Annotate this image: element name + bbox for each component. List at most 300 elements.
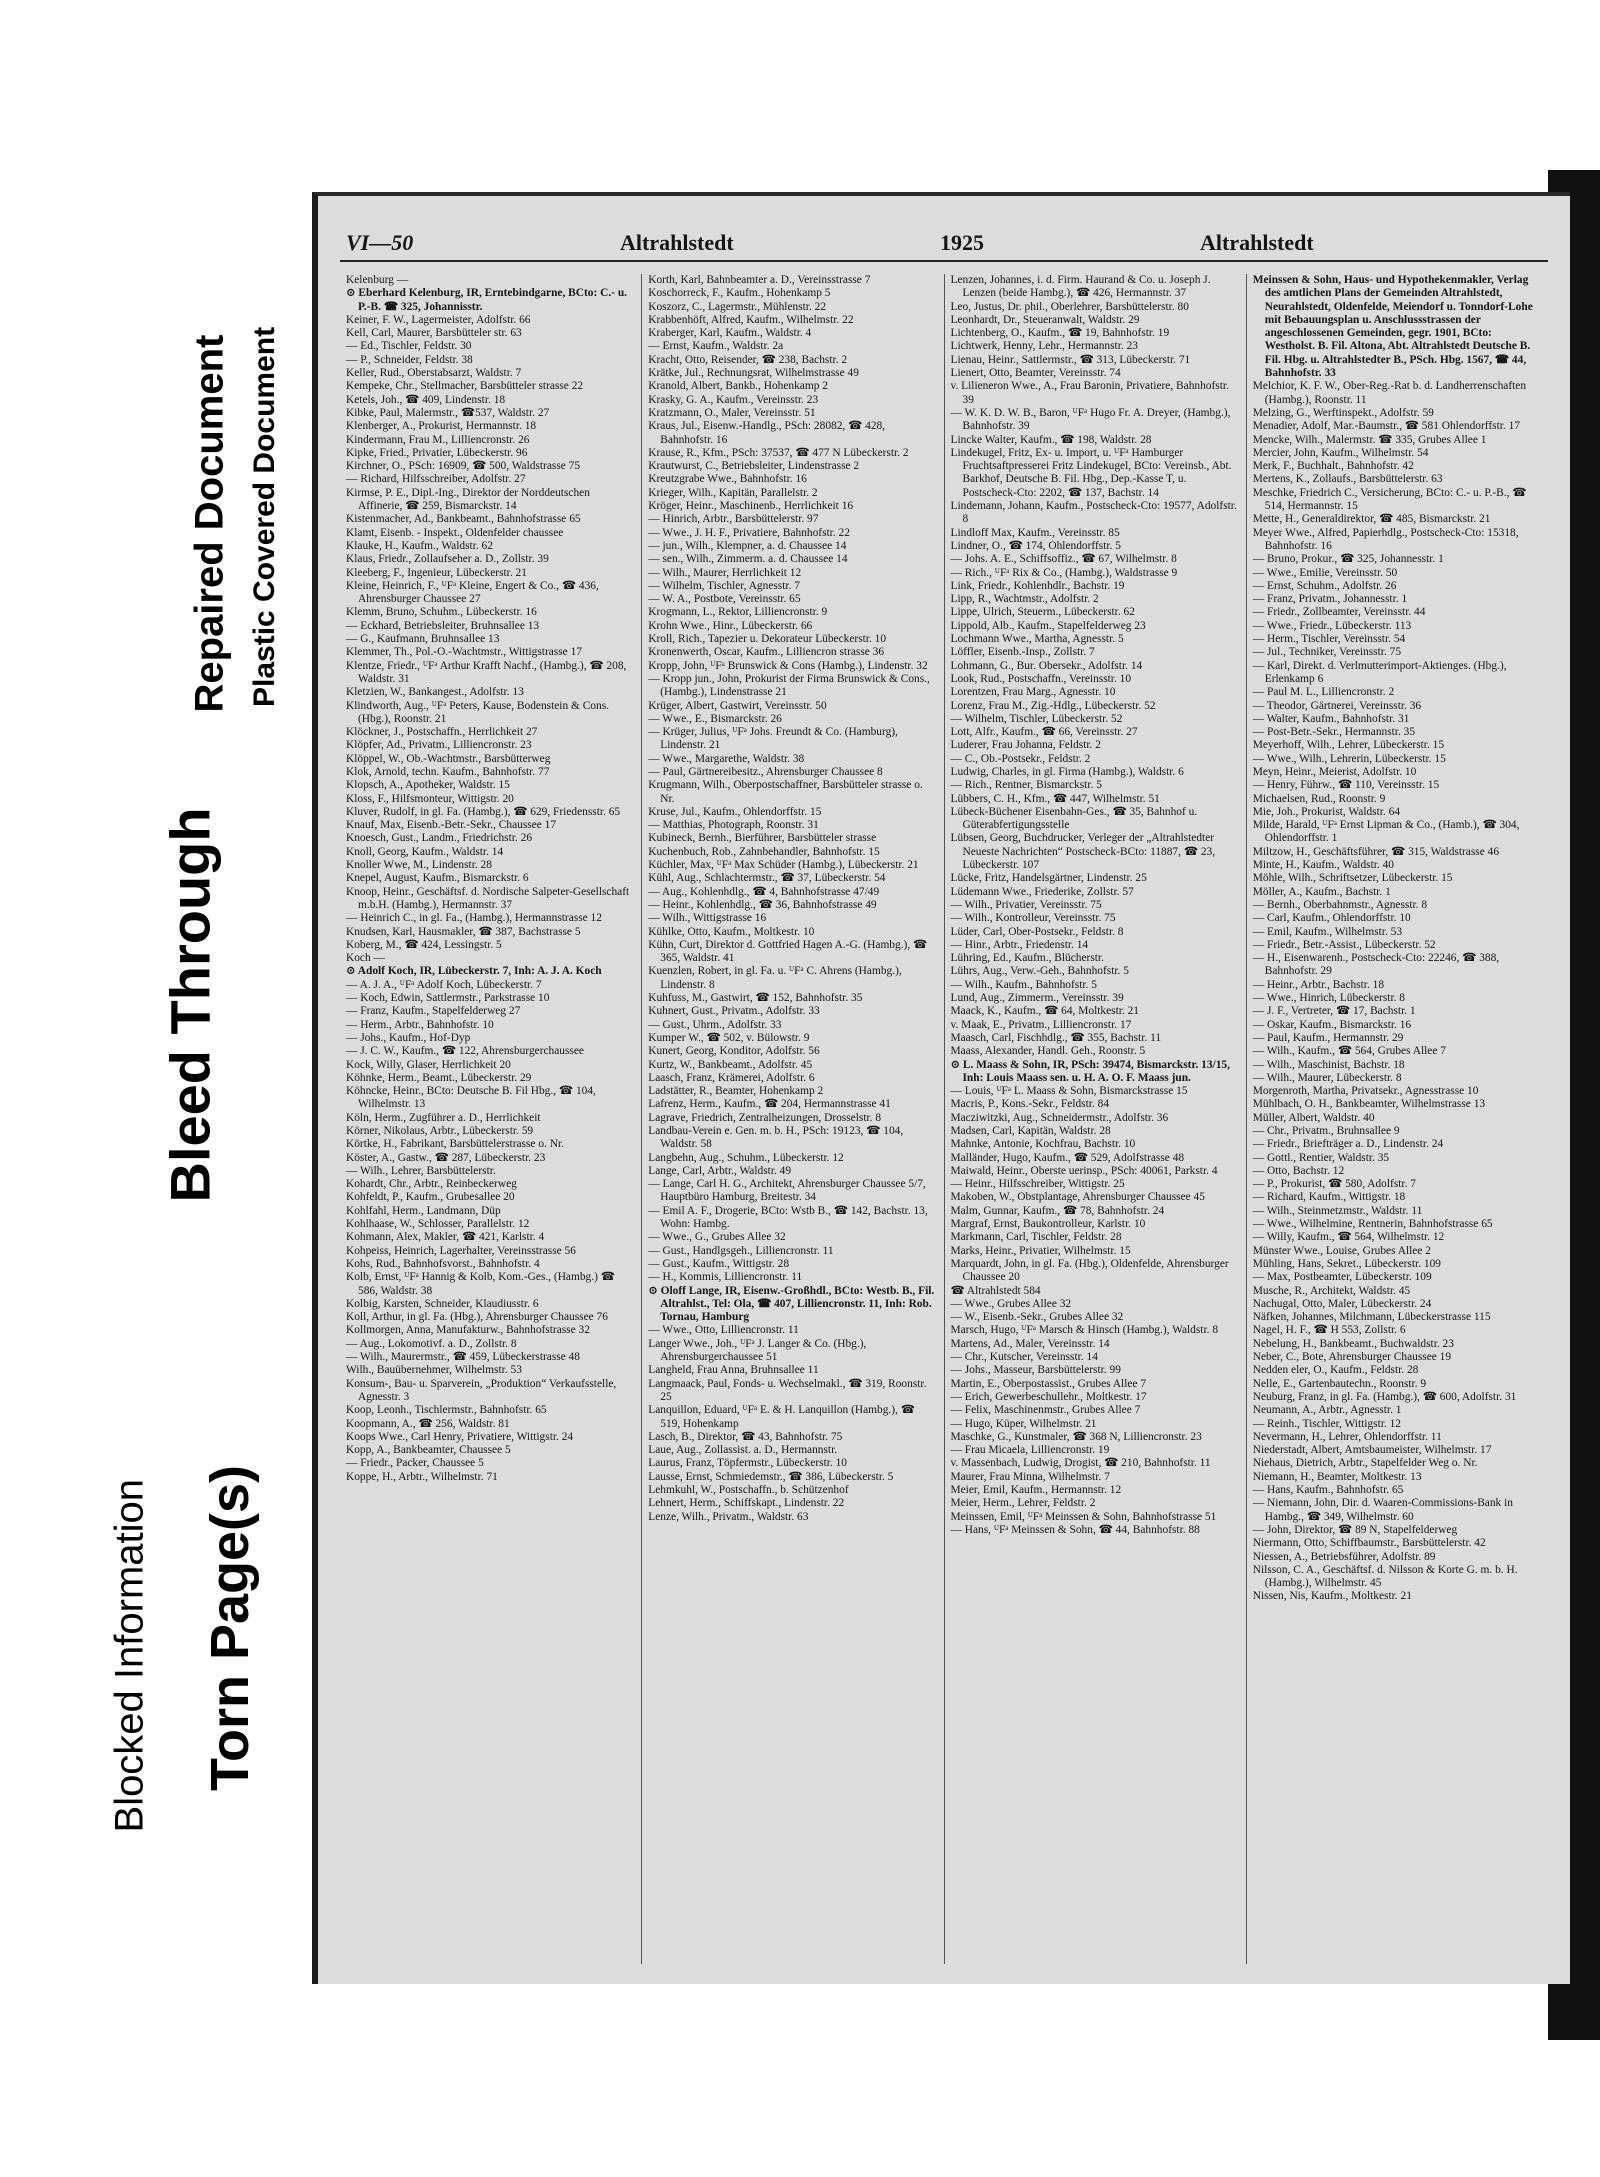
directory-entry: Nelle, E., Gartenbautechn., Roonstr. 9 bbox=[1252, 1377, 1427, 1390]
directory-entry: Kühlke, Otto, Kaufm., Moltkestr. 10 bbox=[648, 925, 815, 938]
directory-entry: Luderer, Frau Johanna, Feldstr. 2 bbox=[950, 739, 1101, 752]
directory-entry: — Wilh., Privatier, Vereinsstr. 75 bbox=[950, 898, 1102, 911]
directory-entry: Näfken, Johannes, Milchmann, Lübeckerstrasse 115 bbox=[1252, 1311, 1491, 1324]
directory-entry: Koch — bbox=[346, 952, 385, 965]
directory-entry: Lochmann Wwe., Martha, Agnesstr. 5 bbox=[950, 633, 1124, 646]
directory-entry: Koll, Arthur, in gl. Fa. (Hbg.), Ahrensburger Chaussee 76 bbox=[346, 1311, 608, 1324]
directory-entry: — Ed., Tischler, Feldstr. 30 bbox=[346, 340, 472, 353]
directory-entry: — J. F., Vertreter, ☎ 17, Bachstr. 1 bbox=[1252, 1005, 1416, 1018]
directory-entry: Nachugal, Otto, Maler, Lübeckerstr. 24 bbox=[1252, 1297, 1432, 1310]
directory-entry: — Felix, Maschinenmstr., Grubes Allee 7 bbox=[950, 1404, 1141, 1417]
directory-entry: Kohmann, Alex, Makler, ☎ 421, Karlstr. 4 bbox=[346, 1231, 545, 1244]
directory-entry: Kumper W., ☎ 502, v. Bülowstr. 9 bbox=[648, 1031, 810, 1044]
directory-entry: — Karl, Direkt. d. Verlmutterimport-Aktienges. (Hbg.), Erlenkamp 6 bbox=[1252, 659, 1507, 685]
directory-entry: Kibke, Paul, Malermstr., ☎537, Waldstr. 27 bbox=[346, 406, 550, 419]
directory-entry: — Carl, Kaufm., Ohlendorffstr. 10 bbox=[1252, 912, 1411, 925]
directory-entry: Morgenroth, Martha, Privatsekr., Agnesstrasse 10 bbox=[1252, 1085, 1479, 1098]
directory-entry: — Hinr., Arbtr., Friedenstr. 14 bbox=[950, 938, 1089, 951]
directory-entry: — Emil A. F., Drogerie, BCto: Wstb B., ☎ 142, Bachstr. 13, Wohn: Hambg. bbox=[648, 1204, 928, 1231]
directory-entry: Kranold, Albert, Bankb., Hohenkamp 2 bbox=[648, 380, 828, 393]
directory-entry: Kletzien, W., Bankangest., Adolfstr. 13 bbox=[346, 686, 524, 699]
directory-entry: Lindloff Max, Kaufm., Vereinsstr. 85 bbox=[950, 526, 1120, 539]
directory-entry: Kuhnert, Gust., Privatm., Adolfstr. 33 bbox=[648, 1005, 820, 1018]
directory-entry: Menadier, Adolf, Mar.-Baumstr., ☎ 581 Ohlendorffstr. 17 bbox=[1252, 420, 1520, 433]
directory-entry: Meyer Wwe., Alfred, Papierhdlg., Postscheck-Cto: 15318, Bahnhofstr. 16 bbox=[1252, 526, 1519, 552]
directory-entry: — Chr., Privatm., Bruhnsallee 9 bbox=[1252, 1125, 1400, 1137]
directory-entry: Neumann, A., Arbtr., Agnesstr. 1 bbox=[1252, 1404, 1402, 1417]
directory-entry: — Friedr., Betr.-Assist., Lübeckerstr. 52 bbox=[1252, 938, 1436, 951]
directory-entry: — Reinh., Tischler, Wittigstr. 12 bbox=[1252, 1417, 1401, 1430]
directory-entry: — Franz, Kaufm., Stapelfelderweg 27 bbox=[346, 1005, 521, 1018]
directory-entry: Münster Wwe., Louise, Grubes Allee 2 bbox=[1252, 1244, 1431, 1257]
directory-entry: — Bruno, Prokur., ☎ 325, Johannesstr. 1 bbox=[1252, 553, 1444, 566]
directory-entry: Link, Friedr., Kohlenhdlr., Bachstr. 19 bbox=[950, 579, 1125, 592]
directory-entry: Klemm, Bruno, Schuhm., Lübeckerstr. 16 bbox=[346, 606, 537, 619]
header-title-left: Altrahlstedt bbox=[620, 230, 734, 255]
directory-entry: Lindner, O., ☎ 174, Ohlendorffstr. 5 bbox=[950, 539, 1121, 552]
directory-entry: — Richard, Kaufm., Wittigstr. 18 bbox=[1252, 1191, 1406, 1204]
directory-entry: Kurtz, W., Bankbeamt., Adolfstr. 45 bbox=[648, 1058, 813, 1071]
directory-entry: Krogmann, L., Rektor, Lilliencronstr. 9 bbox=[648, 606, 828, 619]
directory-entry: — Heinrich C., in gl. Fa., (Hambg.), Hermannstrasse 12 bbox=[346, 912, 602, 925]
directory-entry: — Wwe., J. H. F., Privatiere, Bahnhofstr. 22 bbox=[648, 526, 850, 539]
directory-entry: Lienau, Heinr., Sattlermstr., ☎ 313, Lübeckerstr. 71 bbox=[950, 353, 1191, 366]
directory-entry: Neuburg, Franz, in gl. Fa. (Hambg.), ☎ 600, Adolfstr. 31 bbox=[1252, 1390, 1517, 1403]
directory-entry: Macziwitzki, Aug., Schneidermstr., Adolfstr. 36 bbox=[950, 1111, 1169, 1124]
directory-entry: Krätke, Jul., Rechnungsrat, Wilhelmstrasse 49 bbox=[648, 367, 859, 380]
directory-entry: — Krüger, Julius, ᵁFᵃ Johs. Freundt & Co. (Hamburg), Lindenstr. 21 bbox=[648, 726, 898, 752]
directory-entry: Lichtwerk, Henny, Lehr., Hermannstr. 23 bbox=[950, 340, 1138, 353]
directory-entry: Kolbig, Karsten, Schneider, Klaudiusstr. 6 bbox=[346, 1297, 539, 1310]
directory-entry: Niessen, A., Betriebsführer, Adolfstr. 89 bbox=[1252, 1550, 1436, 1563]
directory-entry: — Herm., Tischler, Vereinsstr. 54 bbox=[1252, 633, 1406, 646]
directory-entry: Langmaack, Paul, Fonds- u. Wechselmakl., ☎ 319, Roonstr. 25 bbox=[648, 1377, 927, 1403]
directory-entry: v. Maak, E., Privatm., Lilliencronstr. 17 bbox=[950, 1018, 1132, 1031]
directory-entry: Kleine, Heinrich, F., ᵁFᵃ Kleine, Engert & Co., ☎ 436, Ahrensburger Chaussee 27 bbox=[346, 579, 599, 606]
directory-entry: Köhnke, Herm., Beamt., Lübeckerstr. 29 bbox=[346, 1071, 532, 1084]
directory-entry: Mühling, Hans, Sekret., Lübeckerstr. 109 bbox=[1252, 1257, 1441, 1270]
directory-entry: — Friedr., Briefträger a. D., Lindenstr. 24 bbox=[1252, 1138, 1444, 1151]
directory-entry: Lund, Aug., Zimmerm., Vereinsstr. 39 bbox=[950, 992, 1124, 1005]
directory-entry: Marquardt, John, in gl. Fa. (Hbg.), Oldenfelde, Ahrensburger Chaussee 20 bbox=[950, 1257, 1229, 1284]
directory-entry: — Paul M. L., Lilliencronstr. 2 bbox=[1252, 686, 1395, 699]
directory-entry: — Friedr., Zollbeamter, Vereinsstr. 44 bbox=[1252, 606, 1426, 619]
directory-entry: Lott, Alfr., Kaufm., ☎ 66, Vereinsstr. 27 bbox=[950, 726, 1138, 739]
directory-entry: Kronenwerth, Oscar, Kaufm., Lilliencron strasse 36 bbox=[648, 646, 885, 659]
directory-entry: — Wwe., Margarethe, Waldstr. 38 bbox=[648, 752, 805, 765]
directory-entry: Niederstadt, Albert, Amtsbaumeister, Wilhelmstr. 17 bbox=[1252, 1444, 1492, 1457]
column-4 bbox=[1247, 274, 1548, 1964]
directory-entry: — Johs., Masseur, Barsbüttelerstr. 99 bbox=[950, 1364, 1121, 1377]
label-repaired-document: Repaired Document bbox=[187, 334, 232, 713]
directory-entry: Nilsson, C. A., Geschäftsf. d. Nilsson & Korte G. m. b. H. (Hambg.), Wilhelmstr. 45 bbox=[1252, 1563, 1518, 1590]
directory-entry: — Aug., Lokomotivf. a. D., Zollstr. 8 bbox=[346, 1337, 517, 1350]
directory-entry: — Hinrich, Arbtr., Barsbüttelerstr. 97 bbox=[648, 513, 819, 526]
directory-entry: — Wilh., Steinmetzmstr., Waldstr. 11 bbox=[1252, 1204, 1423, 1217]
directory-entry: Makoben, W., Obstplantage, Ahrensburger Chaussee 45 bbox=[950, 1191, 1205, 1204]
directory-entry: Koopmann, A., ☎ 256, Waldstr. 81 bbox=[346, 1417, 510, 1430]
scan-border-top bbox=[240, 0, 1600, 60]
directory-entry: Lienert, Otto, Beamter, Vereinsstr. 74 bbox=[950, 367, 1121, 380]
directory-entry: Krüger, Albert, Gastwirt, Vereinsstr. 50 bbox=[648, 699, 827, 712]
directory-entry: Kohs, Rud., Bahnhofsvorst., Bahnhofstr. 4 bbox=[346, 1257, 540, 1270]
directory-entry: Kubineck, Bernh., Bierführer, Barsbütteler strasse bbox=[648, 832, 877, 845]
directory-entry: — Franz, Privatm., Johannesstr. 1 bbox=[1252, 593, 1408, 606]
directory-entry: Kohfeldt, P., Kaufm., Grubesallee 20 bbox=[346, 1191, 515, 1204]
directory-entry: Laasch, Franz, Krämerei, Adolfstr. 6 bbox=[648, 1071, 815, 1084]
directory-entry: — Wwe., G., Grubes Allee 32 bbox=[648, 1231, 786, 1244]
directory-entry: Madsen, Carl, Kapitän, Waldstr. 28 bbox=[950, 1125, 1111, 1137]
directory-entry: — Oskar, Kaufm., Bismarckstr. 16 bbox=[1252, 1018, 1412, 1031]
directory-entry: — Chr., Kutscher, Vereinsstr. 14 bbox=[950, 1351, 1098, 1364]
directory-entry: — Willy, Kaufm., ☎ 564, Wilhelmstr. 12 bbox=[1252, 1231, 1445, 1244]
directory-entry: Leonhardt, Dr., Steueranwalt, Waldstr. 29 bbox=[950, 313, 1140, 326]
directory-entry: Langbehn, Aug., Schuhm., Lübeckerstr. 12 bbox=[648, 1151, 844, 1164]
directory-entry: Kropp, John, ᵁFᵃ Brunswick & Cons (Hambg.), Lindenstr. 32 bbox=[648, 659, 928, 672]
label-torn-pages: Torn Page(s) bbox=[200, 1464, 260, 1791]
directory-entry: Musche, R., Architekt, Waldstr. 45 bbox=[1252, 1284, 1411, 1297]
directory-entry: — Herm., Arbtr., Bahnhofstr. 10 bbox=[346, 1018, 494, 1031]
directory-entry: Mertens, K., Zollaufs., Barsbüttelerstr. 63 bbox=[1252, 473, 1443, 486]
directory-entry: Margraf, Ernst, Baukontrolleur, Karlstr. 10 bbox=[950, 1218, 1146, 1231]
directory-entry: Kistenmacher, Ad., Bankbeamt., Bahnhofstrasse 65 bbox=[346, 513, 581, 526]
directory-entry: — Rich., Rentner, Bismarckstr. 5 bbox=[950, 779, 1102, 792]
directory-entry: Knoop, Heinr., Geschäftsf. d. Nordische Salpeter-Gesellschaft m.b.H. (Hambg.), Hermannstr. 37 bbox=[346, 885, 630, 911]
directory-entry: Kolb, Ernst, ᵁFᵃ Hannig & Kolb, Kom.-Ges., (Hambg.) ☎ 586, Waldstr. 38 bbox=[346, 1271, 615, 1297]
directory-entry: Kohpeiss, Heinrich, Lagerhalter, Vereinsstrasse 56 bbox=[346, 1244, 576, 1257]
directory-entry: — Wilh., Maurer, Herrlichkeit 12 bbox=[648, 566, 802, 579]
directory-entry: Koberg, M., ☎ 424, Lessingstr. 5 bbox=[346, 938, 502, 951]
directory-entry: — Gottl., Rentier, Waldstr. 35 bbox=[1252, 1151, 1390, 1164]
directory-entry: Langer Wwe., Joh., ᵁFᵃ J. Langer & Co. (Hbg.), Ahrensburgerchaussee 51 bbox=[648, 1337, 867, 1364]
directory-entry: Lübeck-Büchener Eisenbahn-Ges., ☎ 35, Bahnhof u. Güterabfertigungsstelle bbox=[950, 805, 1198, 832]
directory-entry: — Wwe., Hinrich, Lübeckerstr. 8 bbox=[1252, 992, 1406, 1005]
directory-entry: Kraberger, Karl, Kaufm., Waldstr. 4 bbox=[648, 327, 812, 340]
directory-entry: — Paul, Kaufm., Hermannstr. 29 bbox=[1252, 1031, 1404, 1044]
directory-entry: — Johs. A. E., Schiffsoffiz., ☎ 67, Wilhelmstr. 8 bbox=[950, 553, 1177, 566]
directory-entry: — Frau Micaela, Lilliencronstr. 19 bbox=[950, 1444, 1110, 1457]
directory-entry: ☎ Altrahlstedt 584 bbox=[950, 1284, 1041, 1297]
directory-entry: Mahnke, Antonie, Kochfrau, Bachstr. 10 bbox=[950, 1138, 1136, 1151]
directory-entry: — Walter, Kaufm., Bahnhofstr. 31 bbox=[1252, 712, 1410, 725]
directory-entry: Lenze, Wilh., Privatm., Waldstr. 63 bbox=[648, 1510, 809, 1523]
directory-entry: Lüdemann Wwe., Friederike, Zollstr. 57 bbox=[950, 885, 1134, 898]
column-2 bbox=[642, 274, 944, 1964]
directory-entry: v. Lilieneron Wwe., A., Frau Baronin, Privatiere, Bahnhofstr. 39 bbox=[950, 380, 1229, 406]
directory-entry: — Louis, ᵁFᵃ L. Maass & Sohn, Bismarckstrasse 15 bbox=[950, 1085, 1188, 1098]
directory-entry: — sen., Wilh., Zimmerm. a. d. Chaussee 14 bbox=[648, 553, 848, 566]
directory-entry: Klemmer, Th., Pol.-O.-Wachtmstr., Wittigstrasse 17 bbox=[346, 646, 582, 659]
directory-entry: — Hugo, Küper, Wilhelmstr. 21 bbox=[950, 1417, 1097, 1430]
directory-entry: — Wilh., Kaufm., ☎ 564, Grubes Allee 7 bbox=[1252, 1045, 1446, 1058]
directory-entry: Klöppel, W., Ob.-Wachtmstr., Barsbütterweg bbox=[346, 752, 551, 765]
directory-entry: Kreutzgrabe Wwe., Bahnhofstr. 16 bbox=[648, 473, 807, 486]
directory-entry: — Wwe., Emilie, Vereinsstr. 50 bbox=[1252, 566, 1398, 579]
directory-entry: Klopsch, A., Apotheker, Waldstr. 15 bbox=[346, 779, 510, 792]
directory-entry: Neber, C., Bote, Ahrensburger Chaussee 19 bbox=[1252, 1351, 1452, 1364]
directory-entry: Kroll, Rich., Tapezier u. Dekorateur Lübeckerstr. 10 bbox=[648, 633, 887, 646]
directory-entry: Krasky, G. A., Kaufm., Vereinsstr. 23 bbox=[648, 393, 819, 406]
directory-entry: Möhle, Wilh., Schriftsetzer, Lübeckerstr. 15 bbox=[1252, 872, 1453, 885]
directory-entry: Minte, H., Kaufm., Waldstr. 40 bbox=[1252, 859, 1394, 872]
directory-entry: Malländer, Hugo, Kaufm., ☎ 529, Adolfstrasse 48 bbox=[950, 1151, 1185, 1164]
directory-columns bbox=[340, 274, 1548, 1964]
directory-entry: Krugmann, Wilh., Oberpostschaffner, Barsbütteler strasse o. Nr. bbox=[648, 779, 923, 805]
directory-entry: — Gust., Kaufm., Wittigstr. 28 bbox=[648, 1257, 790, 1270]
directory-entry: Melchior, K. F. W., Ober-Reg.-Rat b. d. Landherrenschaften (Hambg.), Roonstr. 11 bbox=[1252, 380, 1527, 406]
directory-entry: Klöckner, J., Postschaffn., Herrlichkeit 27 bbox=[346, 726, 538, 739]
directory-entry: Meschke, Friedrich C., Versicherung, BCto: C.- u. P.-B., ☎ 514, Hermannstr. 15 bbox=[1252, 486, 1527, 513]
directory-entry: Klenberger, A., Prokurist, Hermannstr. 18 bbox=[346, 420, 537, 433]
directory-entry: Lippold, Alb., Kaufm., Stapelfelderweg 23 bbox=[950, 619, 1146, 632]
directory-entry: Ladstätter, R., Beamter, Hohenkamp 2 bbox=[648, 1085, 824, 1098]
directory-entry: — Wilh., Wittigstrasse 16 bbox=[648, 912, 767, 925]
directory-entry: Merk, F., Buchhalt., Bahnhofstr. 42 bbox=[1252, 460, 1414, 473]
directory-entry: Krohn Wwe., Hinr., Lübeckerstr. 66 bbox=[648, 619, 813, 632]
directory-entry: — W., Eisenb.-Sekr., Grubes Allee 32 bbox=[950, 1311, 1124, 1324]
directory-entry: Lipp, R., Wachtmstr., Adolfstr. 2 bbox=[950, 593, 1099, 606]
directory-entry: Mercier, John, Kaufm., Wilhelmstr. 54 bbox=[1252, 446, 1429, 459]
directory-entry: — Wwe., Friedr., Lübeckerstr. 113 bbox=[1252, 619, 1412, 632]
directory-entry: — J. C. W., Kaufm., ☎ 122, Ahrensburgerchaussee bbox=[346, 1045, 584, 1058]
directory-entry: — Wwe., Grubes Allee 32 bbox=[950, 1297, 1072, 1310]
directory-entry: Langheld, Frau Anna, Bruhnsallee 11 bbox=[648, 1364, 819, 1377]
directory-entry: Koszorz, C., Lagermstr., Mühlenstr. 22 bbox=[648, 300, 827, 313]
label-bleed-through: Bleed Through bbox=[158, 807, 222, 1203]
directory-entry: — Henry, Führw., ☎ 110, Vereinsstr. 15 bbox=[1252, 779, 1440, 792]
directory-entry: Martens, Ad., Maler, Vereinsstr. 14 bbox=[950, 1337, 1110, 1350]
directory-entry: Kunert, Georg, Konditor, Adolfstr. 56 bbox=[648, 1045, 820, 1058]
directory-entry: — Aug., Kohlenhdlg., ☎ 4, Bahnhofstrasse 47/49 bbox=[648, 885, 880, 898]
directory-entry: — Wwe., Wilhelmine, Rentnerin, Bahnhofstrasse 65 bbox=[1252, 1218, 1493, 1231]
directory-entry: — W. K. D. W. B., Baron, ᵁFᵃ Hugo Fr. A. Dreyer, (Hambg.), Bahnhofstr. 39 bbox=[950, 406, 1231, 433]
directory-entry: Maasch, Carl, Fischhdlg., ☎ 355, Bachstr. 11 bbox=[950, 1031, 1162, 1044]
directory-entry: Lorentzen, Frau Marg., Agnesstr. 10 bbox=[950, 686, 1116, 699]
directory-entry: Lenzen, Johannes, i. d. Firm. Haurand & Co. u. Joseph J. Lenzen (beide Hambg.), ☎ 426, Hermannstr. 37 bbox=[950, 274, 1211, 300]
directory-entry: Kühl, Aug., Schlachtermstr., ☎ 37, Lübeckerstr. 54 bbox=[648, 872, 886, 885]
directory-entry: Koops Wwe., Carl Henry, Privatiere, Wittigstr. 24 bbox=[346, 1430, 574, 1443]
directory-entry: Laue, Aug., Zollassist. a. D., Hermannstr. bbox=[648, 1444, 838, 1457]
directory-entry: Knoll, Georg, Kaufm., Waldstr. 14 bbox=[346, 845, 504, 858]
directory-entry: Kuhfuss, M., Gastwirt, ☎ 152, Bahnhofstr. 35 bbox=[648, 992, 863, 1005]
directory-entry: Küchler, Max, ᵁFᵃ Max Schüder (Hambg.), Lübeckerstr. 21 bbox=[648, 859, 919, 872]
directory-entry: Knepel, August, Kaufm., Bismarckstr. 6 bbox=[346, 872, 529, 885]
side-labels bbox=[0, 0, 300, 2177]
directory-entry: Lücke, Fritz, Handelsgärtner, Lindenstr. 25 bbox=[950, 872, 1147, 885]
column-1 bbox=[340, 274, 642, 1964]
directory-entry: Löffler, Eisenb.-Insp., Zollstr. 7 bbox=[950, 646, 1095, 659]
directory-entry: — Kropp jun., John, Prokurist der Firma Brunswick & Cons., (Hambg.), Lindenstrasse 21 bbox=[648, 672, 930, 699]
directory-entry: Leo, Justus, Dr. phil., Oberlehrer, Barsbüttelerstr. 80 bbox=[950, 300, 1189, 313]
directory-entry: — W. A., Postbote, Vereinsstr. 65 bbox=[648, 593, 801, 606]
directory-entry: Krieger, Wilh., Kapitän, Parallelstr. 2 bbox=[648, 486, 818, 499]
directory-entry: — P., Schneider, Feldstr. 38 bbox=[346, 353, 473, 366]
directory-entry: Kracht, Otto, Reisender, ☎ 238, Bachstr. 2 bbox=[648, 353, 848, 366]
directory-entry: — Hans, ᵁFᵃ Meinssen & Sohn, ☎ 44, Bahnhofstr. 88 bbox=[950, 1523, 1200, 1536]
directory-entry: Meinssen, Emil, ᵁFᵃ Meinssen & Sohn, Bahnhofstrasse 51 bbox=[950, 1510, 1217, 1523]
directory-entry: Mencke, Wilh., Malermstr. ☎ 335, Grubes Allee 1 bbox=[1252, 433, 1487, 446]
directory-entry: Koop, Leonh., Tischlermstr., Bahnhofstr. 65 bbox=[346, 1404, 547, 1417]
directory-entry: Niehaus, Dietrich, Arbtr., Stapelfelder Weg o. Nr. bbox=[1252, 1457, 1478, 1470]
directory-entry: — Matthias, Photograph, Roonstr. 31 bbox=[648, 819, 819, 832]
directory-entry: Körner, Nikolaus, Arbtr., Lübeckerstr. 59 bbox=[346, 1125, 534, 1137]
directory-entry: Koppe, H., Arbtr., Wilhelmstr. 71 bbox=[346, 1470, 498, 1483]
directory-entry: — A. J. A., ᵁFᵃ Adolf Koch, Lübeckerstr. 7 bbox=[346, 978, 542, 991]
directory-entry: Maurer, Frau Minna, Wilhelmstr. 7 bbox=[950, 1470, 1110, 1483]
directory-entry: — Post-Betr.-Sekr., Hermannstr. 35 bbox=[1252, 726, 1416, 739]
directory-entry: — Wwe., Wilh., Lehrerin, Lübeckerstr. 15 bbox=[1252, 752, 1446, 765]
directory-entry: — Hans, Kaufm., Bahnhofstr. 65 bbox=[1252, 1484, 1404, 1497]
directory-entry: Klok, Arnold, techn. Kaufm., Bahnhofstr. 77 bbox=[346, 765, 550, 778]
directory-entry: — Wilh., Maschinist, Bachstr. 18 bbox=[1252, 1058, 1405, 1071]
directory-entry: Meinssen & Sohn, Haus- und Hypothekenmakler, Verlag des amtlichen Plans der Gemeinden Altrahlstedt, Neurahlstedt, Oldenfelde, Meiendorf u. Tonndorf-Lohe mit Bebauungsplan u. Anschlussstrassen der angeschlossenen Gemeinden, gegr. 1901, BCto: Westholst. B. Fil. Altona, Abt. Altrahlstedt Deutsche B. Fil. Hbg. u. Altrahlstedter B., PSch. Hbg. 1567, ☎ 44, Bahnhofstr. 33 bbox=[1252, 274, 1533, 380]
directory-entry: Meyerhoff, Wilh., Lehrer, Lübeckerstr. 15 bbox=[1252, 739, 1445, 752]
directory-entry: Knauf, Max, Eisenb.-Betr.-Sekr., Chaussee 17 bbox=[346, 819, 557, 832]
directory-entry: ⊙ Oloff Lange, IR, Eisenw.-Großhdl., BCto: Westb. B., Fil. Altrahlst., Tel: Ola, ☎ 407, Lilliencronstr. 11, Inh: Rob. Tornau, Hamburg bbox=[648, 1284, 935, 1324]
directory-entry: Maass, Alexander, Handl. Geh., Roonstr. 5 bbox=[950, 1045, 1146, 1058]
directory-entry: Lübsen, Georg, Buchdrucker, Verleger der „Altrahlstedter Neueste Nachrichten“ Postscheck-BCto: 11887, ☎ 23, Lübeckerstr. 107 bbox=[950, 832, 1216, 872]
directory-entry: Michaelsen, Rud., Roonstr. 9 bbox=[1252, 792, 1386, 805]
directory-entry: — Wilhelm, Tischler, Lübeckerstr. 52 bbox=[950, 712, 1123, 725]
directory-entry: Niermann, Otto, Schiffbaumstr., Barsbüttelerstr. 42 bbox=[1252, 1537, 1486, 1550]
directory-entry: — Heinr., Kohlenhdlg., ☎ 36, Bahnhofstrasse 49 bbox=[648, 898, 877, 911]
directory-entry: Lasch, B., Direktor, ☎ 43, Bahnhofstr. 75 bbox=[648, 1430, 843, 1443]
directory-entry: Melzing, G., Werftinspekt., Adolfstr. 59 bbox=[1252, 406, 1434, 419]
directory-entry: — Eckhard, Betriebsleiter, Bruhnsallee 13 bbox=[346, 619, 540, 632]
directory-entry: Kirchner, O., PSch: 16909, ☎ 500, Waldstrasse 75 bbox=[346, 460, 581, 473]
directory-entry: Kirmse, P. E., Dipl.-Ing., Direktor der Norddeutschen Affinerie, ☎ 259, Bismarckstr. 14 bbox=[346, 486, 590, 513]
directory-entry: Meier, Emil, Kaufm., Hermannstr. 12 bbox=[950, 1484, 1122, 1497]
directory-entry: Köster, A., Gastw., ☎ 287, Lübeckerstr. 23 bbox=[346, 1151, 546, 1164]
directory-entry: Markmann, Carl, Tischler, Feldstr. 28 bbox=[950, 1231, 1122, 1244]
directory-entry: Lehnert, Herm., Schiffskapt., Lindenstr. 22 bbox=[648, 1497, 845, 1510]
directory-entry: — Heinr., Arbtr., Bachstr. 18 bbox=[1252, 978, 1385, 991]
directory-entry: — Erich, Gewerbeschullehr., Moltkestr. 17 bbox=[950, 1390, 1147, 1403]
directory-entry: — Theodor, Gärtnerei, Vereinsstr. 36 bbox=[1252, 699, 1422, 712]
directory-entry: Nissen, Nis, Kaufm., Moltkestr. 21 bbox=[1252, 1590, 1412, 1603]
page-ref: VI—50 bbox=[346, 230, 414, 255]
directory-entry: — Emil, Kaufm., Wilhelmstr. 53 bbox=[1252, 925, 1403, 938]
directory-entry: Niemann, H., Beamter, Moltkestr. 13 bbox=[1252, 1470, 1422, 1483]
directory-entry: Marks, Heinr., Privatier, Wilhelmstr. 15 bbox=[950, 1244, 1131, 1257]
directory-entry: — jun., Wilh., Klempner, a. d. Chaussee 14 bbox=[648, 539, 847, 552]
directory-entry: Kraus, Jul., Eisenw.-Handlg., PSch: 28082, ☎ 428, Bahnhofstr. 16 bbox=[648, 420, 886, 446]
directory-entry: — Lange, Carl H. G., Architekt, Ahrensburger Chaussee 5/7, Hauptbüro Hamburg, Breitestr. 34 bbox=[648, 1178, 926, 1204]
directory-entry: Maiwald, Heinr., Oberste uerinsp., PSch: 40061, Parkstr. 4 bbox=[950, 1164, 1218, 1177]
directory-entry: Lehmkuhl, W., Postschaffn., b. Schützenhof bbox=[648, 1484, 849, 1497]
directory-entry: Klentze, Friedr., ᵁFᵃ Arthur Krafft Nachf., (Hambg.), ☎ 208, Waldstr. 31 bbox=[346, 659, 627, 685]
directory-entry: Kloss, F., Hilfsmonteur, Wittigstr. 20 bbox=[346, 792, 514, 805]
directory-entry: — H., Kommis, Lilliencronstr. 11 bbox=[648, 1271, 803, 1284]
directory-entry: Körtke, H., Fabrikant, Barsbüttelerstrasse o. Nr. bbox=[346, 1138, 564, 1151]
directory-entry: Lincke Walter, Kaufm., ☎ 198, Waldstr. 28 bbox=[950, 433, 1152, 446]
directory-entry: Lührs, Aug., Verw.-Geh., Bahnhofstr. 5 bbox=[950, 965, 1129, 978]
directory-entry: Kohlfahl, Herm., Landmann, Düp bbox=[346, 1204, 501, 1217]
directory-entry: Kopp, A., Bankbeamter, Chaussee 5 bbox=[346, 1444, 511, 1457]
directory-entry: Lippe, Ulrich, Steuerm., Lübeckerstr. 62 bbox=[950, 606, 1135, 619]
directory-entry: Knudsen, Karl, Hausmakler, ☎ 387, Bachstrasse 5 bbox=[346, 925, 581, 938]
directory-entry: Lausse, Ernst, Schmiedemstr., ☎ 386, Lübeckerstr. 5 bbox=[648, 1470, 894, 1483]
directory-entry: Korth, Karl, Bahnbeamter a. D., Vereinsstrasse 7 bbox=[648, 274, 871, 286]
directory-entry: Lagrave, Friedrich, Zentralheizungen, Drosselstr. 8 bbox=[648, 1111, 882, 1124]
directory-entry: Lorenz, Frau M., Zig.-Hdlg., Lübeckerstr. 52 bbox=[950, 699, 1156, 712]
directory-entry: Koschorreck, F., Kaufm., Hohenkamp 5 bbox=[648, 287, 831, 300]
directory-entry: — Wilh., Maurermstr., ☎ 459, Lübeckerstrasse 48 bbox=[346, 1351, 581, 1364]
directory-entry: — Wilhelm, Tischler, Agnesstr. 7 bbox=[648, 579, 800, 592]
directory-entry: — Max, Postbeamter, Lübeckerstr. 109 bbox=[1252, 1271, 1432, 1284]
directory-entry: — H., Eisenwarenh., Postscheck-Cto: 22246, ☎ 388, Bahnhofstr. 29 bbox=[1252, 952, 1500, 978]
directory-entry: — C., Ob.-Postsekr., Feldstr. 2 bbox=[950, 752, 1091, 765]
directory-entry: Kelenburg — bbox=[346, 274, 409, 286]
directory-entry: — Wilh., Kaufm., Bahnhofstr. 5 bbox=[950, 978, 1097, 991]
directory-entry: Lange, Carl, Arbtr., Waldstr. 49 bbox=[648, 1164, 792, 1177]
directory-entry: Kock, Willy, Glaser, Herrlichkeit 20 bbox=[346, 1058, 511, 1071]
directory-entry: Nebelung, H., Bankbeamt., Buchwaldstr. 23 bbox=[1252, 1337, 1454, 1350]
directory-entry: Lüder, Carl, Ober-Postsekr., Feldstr. 8 bbox=[950, 925, 1124, 938]
directory-entry: — Rich., ᵁFᵃ Rix & Co., (Hambg.), Waldstrasse 9 bbox=[950, 566, 1178, 579]
directory-entry: Marsch, Hugo, ᵁFᵃ Marsch & Hinsch (Hambg.), Waldstr. 8 bbox=[950, 1324, 1219, 1337]
directory-entry: Nagel, H. F., ☎ H 553, Zollstr. 6 bbox=[1252, 1324, 1406, 1337]
directory-entry: ⊙ Eberhard Kelenburg, IR, Erntebindgarne, BCto: C.- u. P.-B. ☎ 325, Johannisstr. bbox=[346, 287, 628, 313]
directory-entry: Kohardt, Chr., Arbtr., Reinbeckerweg bbox=[346, 1178, 517, 1191]
directory-entry: Malm, Gunnar, Kaufm., ☎ 78, Bahnhofstr. 24 bbox=[950, 1204, 1165, 1217]
directory-entry: Maschke, G., Kunstmaler, ☎ 368 N, Lilliencronstr. 23 bbox=[950, 1430, 1202, 1443]
directory-entry: Lübbers, C. H., Kfm., ☎ 447, Wilhelmstr. 51 bbox=[950, 792, 1160, 805]
directory-entry: Meier, Herm., Lehrer, Feldstr. 2 bbox=[950, 1497, 1096, 1510]
directory-entry: Möller, A., Kaufm., Bachstr. 1 bbox=[1252, 885, 1391, 898]
directory-entry: Lanquillon, Eduard, ᵁFᵃ E. & H. Lanquillon (Hambg.), ☎ 519, Hohenkamp bbox=[648, 1404, 915, 1430]
directory-entry: Ludwig, Charles, in gl. Firma (Hambg.), Waldstr. 6 bbox=[950, 765, 1184, 778]
directory-entry: Krause, R., Kfm., PSch: 37537, ☎ 477 N Lübeckerstr. 2 bbox=[648, 446, 909, 459]
directory-entry: Miltzow, H., Geschäftsführer, ☎ 315, Waldstrasse 46 bbox=[1252, 845, 1500, 858]
directory-entry: Nevermann, H., Lehrer, Ohlendorffstr. 11 bbox=[1252, 1430, 1442, 1443]
directory-entry: — Jul., Techniker, Vereinsstr. 75 bbox=[1252, 646, 1402, 659]
directory-entry: Klöpfer, Ad., Privatm., Lilliencronstr. 23 bbox=[346, 739, 532, 752]
directory-entry: — Friedr., Packer, Chaussee 5 bbox=[346, 1457, 484, 1470]
directory-entry: Lühring, Ed., Kaufm., Blücherstr. bbox=[950, 952, 1104, 965]
directory-entry: Kuchenbuch, Rob., Zahnbehandler, Bahnhofstr. 15 bbox=[648, 845, 880, 858]
header-title-right: Altrahlstedt bbox=[1200, 230, 1314, 255]
column-3 bbox=[945, 274, 1247, 1964]
directory-entry: — Niemann, John, Dir. d. Waaren-Commissions-Bank in Hambg., ☎ 349, Wilhelmstr. 60 bbox=[1252, 1497, 1513, 1523]
directory-entry: Krautwurst, C., Betriebsleiter, Lindenstrasse 2 bbox=[648, 460, 860, 473]
directory-entry: v. Massenbach, Ludwig, Drogist, ☎ 210, Bahnhofstr. 11 bbox=[950, 1457, 1211, 1470]
directory-entry: Mette, H., Generaldirektor, ☎ 485, Bismarckstr. 21 bbox=[1252, 513, 1491, 526]
directory-entry: — Ernst, Schuhm., Adolfstr. 26 bbox=[1252, 579, 1397, 592]
directory-entry: Kempeke, Chr., Stellmacher, Barsbütteler strasse 22 bbox=[346, 380, 584, 393]
label-plastic-covered-document: Plastic Covered Document bbox=[248, 326, 281, 707]
directory-entry: Lohmann, G., Bur. Obersekr., Adolfstr. 14 bbox=[950, 659, 1143, 672]
label-blocked-information: Blocked Information bbox=[107, 1478, 152, 1833]
directory-entry: Klauke, H., Kaufm., Waldstr. 62 bbox=[346, 539, 493, 552]
directory-entry: Lindekugel, Fritz, Ex- u. Import, u. ᵁFᵃ Hamburger Fruchtsaftpresserei Fritz Lindekugel, BCto: Vereinsb., Abt. Barkhof, Deutsche B. Fil. Hbg., Dep.-Kasse T, u. Postscheck-Cto: 2202, ☎ 137, Bachstr. 14 bbox=[950, 446, 1232, 499]
directory-entry: Maack, K., Kaufm., ☎ 64, Moltkestr. 21 bbox=[950, 1005, 1140, 1018]
directory-entry: Mie, Joh., Prokurist, Waldstr. 64 bbox=[1252, 805, 1401, 818]
directory-entry: — Gust., Uhrm., Adolfstr. 33 bbox=[648, 1018, 782, 1031]
directory-entry: — John, Direktor, ☎ 89 N, Stapelfelderweg bbox=[1252, 1523, 1458, 1536]
directory-entry: Müller, Albert, Waldstr. 40 bbox=[1252, 1111, 1375, 1124]
directory-entry: Klamt, Eisenb. - Inspekt., Oldenfelder chaussee bbox=[346, 526, 564, 539]
directory-entry: Kindermann, Frau M., Lilliencronstr. 26 bbox=[346, 433, 530, 446]
header-year: 1925 bbox=[940, 230, 984, 255]
directory-entry: — Richard, Hilfsschreiber, Adolfstr. 27 bbox=[346, 473, 526, 486]
directory-entry: Krabbenhöft, Alfred, Kaufm., Wilhelmstr. 22 bbox=[648, 313, 854, 326]
directory-entry: Laurus, Franz, Töpfermstr., Lübeckerstr. 10 bbox=[648, 1457, 848, 1470]
directory-entry: Kipke, Fried., Privatier, Lübeckerstr. 96 bbox=[346, 446, 528, 459]
directory-entry: Wilh., Bauübernehmer, Wilhelmstr. 53 bbox=[346, 1364, 522, 1377]
directory-entry: Knoesch, Gust., Landm., Friedrichstr. 26 bbox=[346, 832, 533, 845]
directory-entry: ⊙ Adolf Koch, IR, Lübeckerstr. 7, Inh: A. J. A. Koch bbox=[346, 965, 602, 978]
